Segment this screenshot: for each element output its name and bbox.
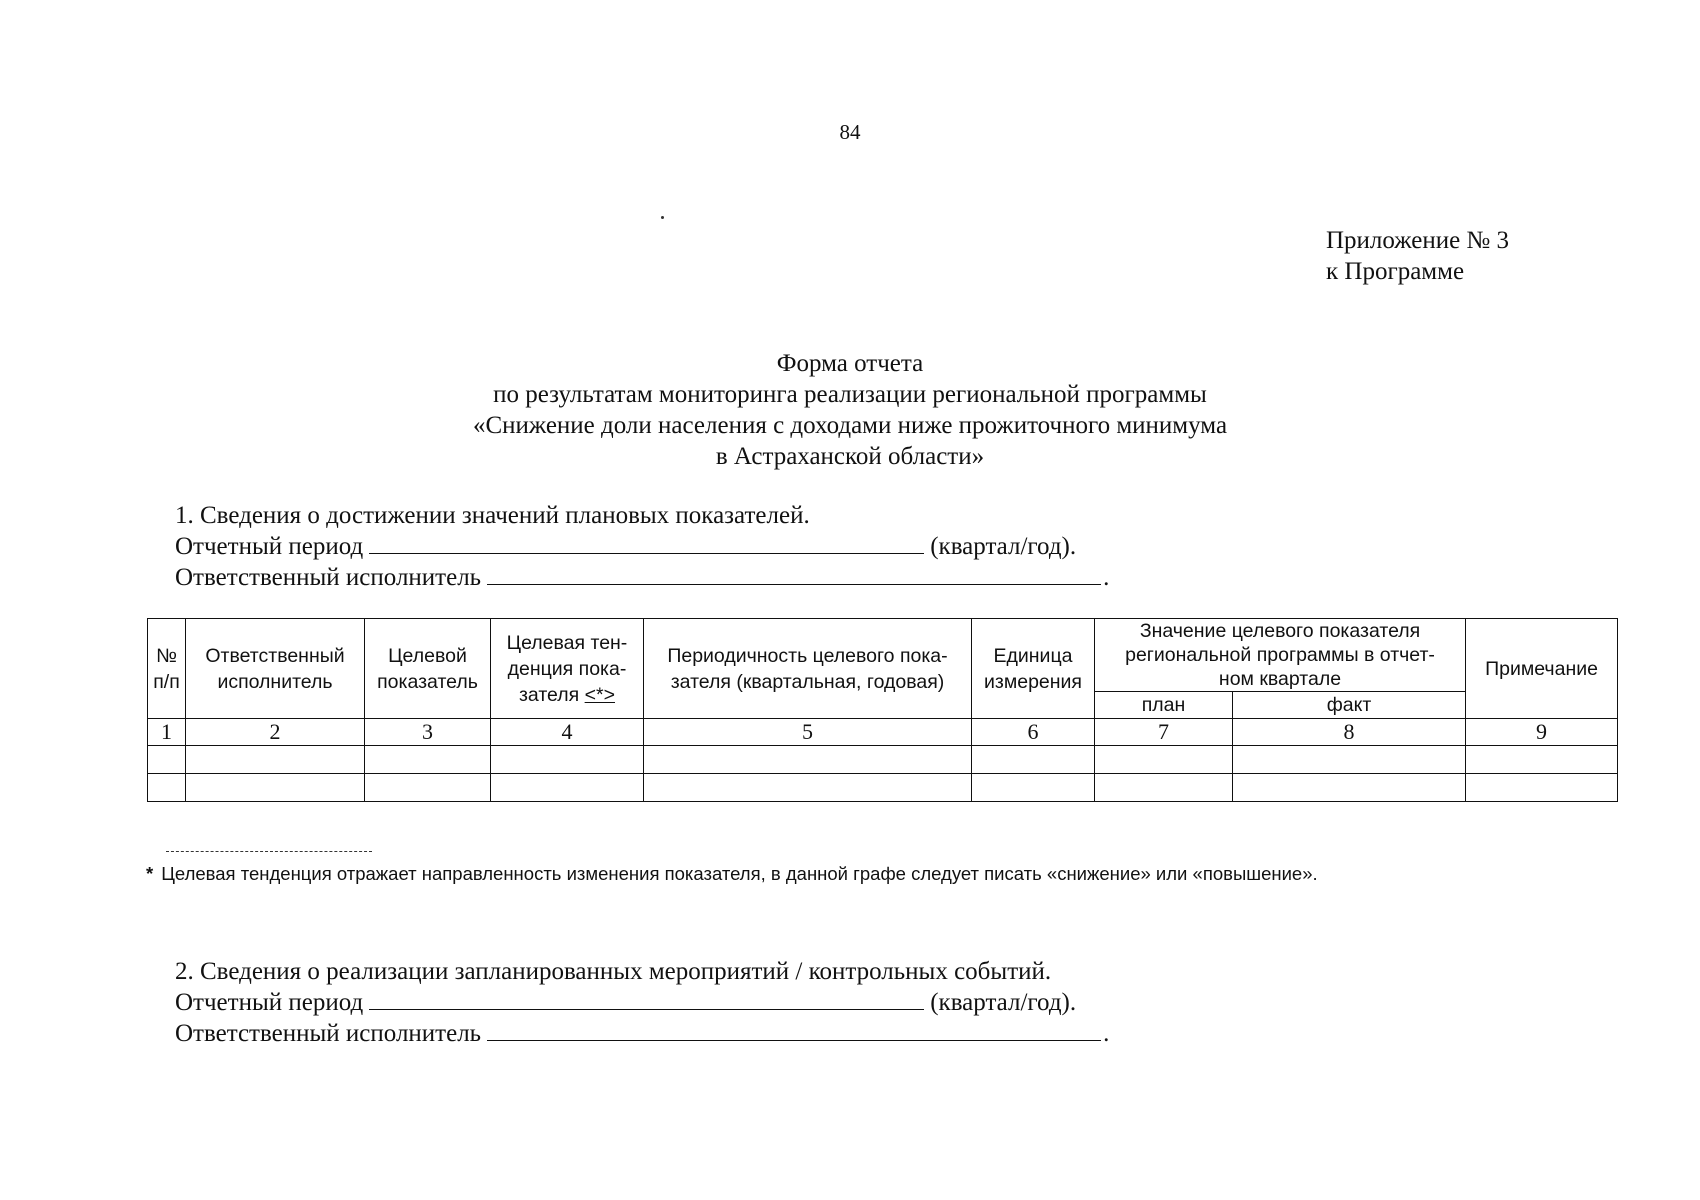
empty-cell[interactable] [491,746,644,774]
header-fact: факт [1233,692,1466,719]
column-number: 6 [972,719,1095,746]
header-value-line-2: региональной программы в отчет- [1125,644,1435,666]
appendix-line-1: Приложение № 3 [1326,227,1510,254]
title-line-1: Форма отчета [776,350,924,377]
header-unit [972,619,1095,719]
footnote-separator [166,851,372,852]
header-periodicity-line-2: зателя (квартальная, годовая) [670,670,945,693]
section-1-executor-row [175,562,1109,593]
header-num-line-2: п/п [153,670,180,693]
empty-cell[interactable] [1233,774,1466,802]
header-num-line-1: № [156,644,177,667]
empty-cell[interactable] [972,746,1095,774]
period-fill-line[interactable] [369,533,924,554]
column-number: 8 [1233,719,1466,746]
executor-suffix: . [1103,1020,1110,1047]
executor-suffix: . [1103,564,1110,591]
document-title [0,348,1700,472]
header-trend [491,619,644,719]
column-number: 9 [1466,719,1618,746]
header-executor-line-1: Ответственный [205,644,345,667]
header-trend-line-1: Целевая тен- [506,631,628,654]
header-target-value [1095,619,1466,692]
section-1-period-row [175,531,1109,562]
scan-speck [661,216,664,219]
indicators-table [147,618,1618,802]
title-line-3: «Снижение доли населения с доходами ниже прожиточного минимума [472,412,1228,439]
section-2-heading: 2. Сведения о реализации запланированных мероприятий / контрольных событий. [175,958,1052,985]
column-number: 3 [365,719,491,746]
period-fill-line[interactable] [369,989,924,1010]
section-1 [175,500,1109,593]
header-executor-line-2: исполнитель [217,670,333,693]
executor-label: Ответственный исполнитель [175,1020,482,1047]
table-row [148,746,1618,774]
header-value-line-1: Значение целевого показателя [1139,620,1421,642]
empty-cell[interactable] [644,746,972,774]
column-number: 7 [1095,719,1233,746]
header-trend-line-3 [493,682,641,708]
header-indicator-line-1: Целевой [388,644,467,667]
period-suffix: (квартал/год). [930,533,1077,560]
header-periodicity-line-1: Периодичность целевого пока- [667,644,948,667]
period-suffix: (квартал/год). [930,989,1077,1016]
empty-cell[interactable] [1095,746,1233,774]
empty-cell[interactable] [148,774,186,802]
empty-cell[interactable] [644,774,972,802]
header-indicator-line-2: показатель [377,670,478,693]
empty-cell[interactable] [1466,746,1618,774]
column-number: 2 [186,719,365,746]
executor-fill-line[interactable] [487,564,1101,585]
empty-cell[interactable] [1095,774,1233,802]
executor-fill-line[interactable] [487,1020,1101,1041]
empty-cell[interactable] [491,774,644,802]
footnote-text: Целевая тенденция отражает направленность изменения показателя, в данной графе следует писать «снижение» или «повышение». [161,863,1318,884]
section-2 [175,956,1109,1049]
empty-cell[interactable] [1466,774,1618,802]
header-note: Примечание [1466,619,1618,719]
empty-cell[interactable] [1233,746,1466,774]
column-number-row [148,719,1618,746]
title-line-4: в Астраханской области» [715,443,985,470]
empty-cell[interactable] [365,774,491,802]
header-trend-line-3-text: зателя [518,683,580,706]
title-line-2: по результатам мониторинга реализации региональной программы [493,381,1207,408]
section-2-period-row [175,987,1109,1018]
page-number: 84 [839,120,861,144]
header-unit-line-1: Единица [993,644,1073,667]
table-row [148,774,1618,802]
empty-cell[interactable] [148,746,186,774]
header-plan: план [1095,692,1233,719]
empty-cell[interactable] [186,774,365,802]
header-num [148,619,186,719]
empty-cell[interactable] [365,746,491,774]
executor-label: Ответственный исполнитель [175,564,482,591]
table-header-row [148,619,1618,692]
header-value-line-3: ном квартале [1218,668,1342,690]
appendix-caption [1326,225,1509,287]
header-executor [186,619,365,719]
section-1-heading: 1. Сведения о достижении значений плановых показателей. [175,502,810,529]
header-trend-line-2: денция пока- [507,657,627,680]
footnote-ref-link[interactable]: <*> [584,683,615,706]
period-label: Отчетный период [175,989,364,1016]
period-label: Отчетный период [175,533,364,560]
header-indicator [365,619,491,719]
column-number: 4 [491,719,644,746]
appendix-line-2: к Программе [1326,258,1465,285]
footnote [146,863,1318,885]
footnote-mark: * [146,863,154,884]
column-number: 1 [148,719,186,746]
section-2-executor-row [175,1018,1109,1049]
header-unit-line-2: измерения [984,670,1082,693]
empty-cell[interactable] [972,774,1095,802]
empty-cell[interactable] [186,746,365,774]
column-number: 5 [644,719,972,746]
header-periodicity [644,619,972,719]
